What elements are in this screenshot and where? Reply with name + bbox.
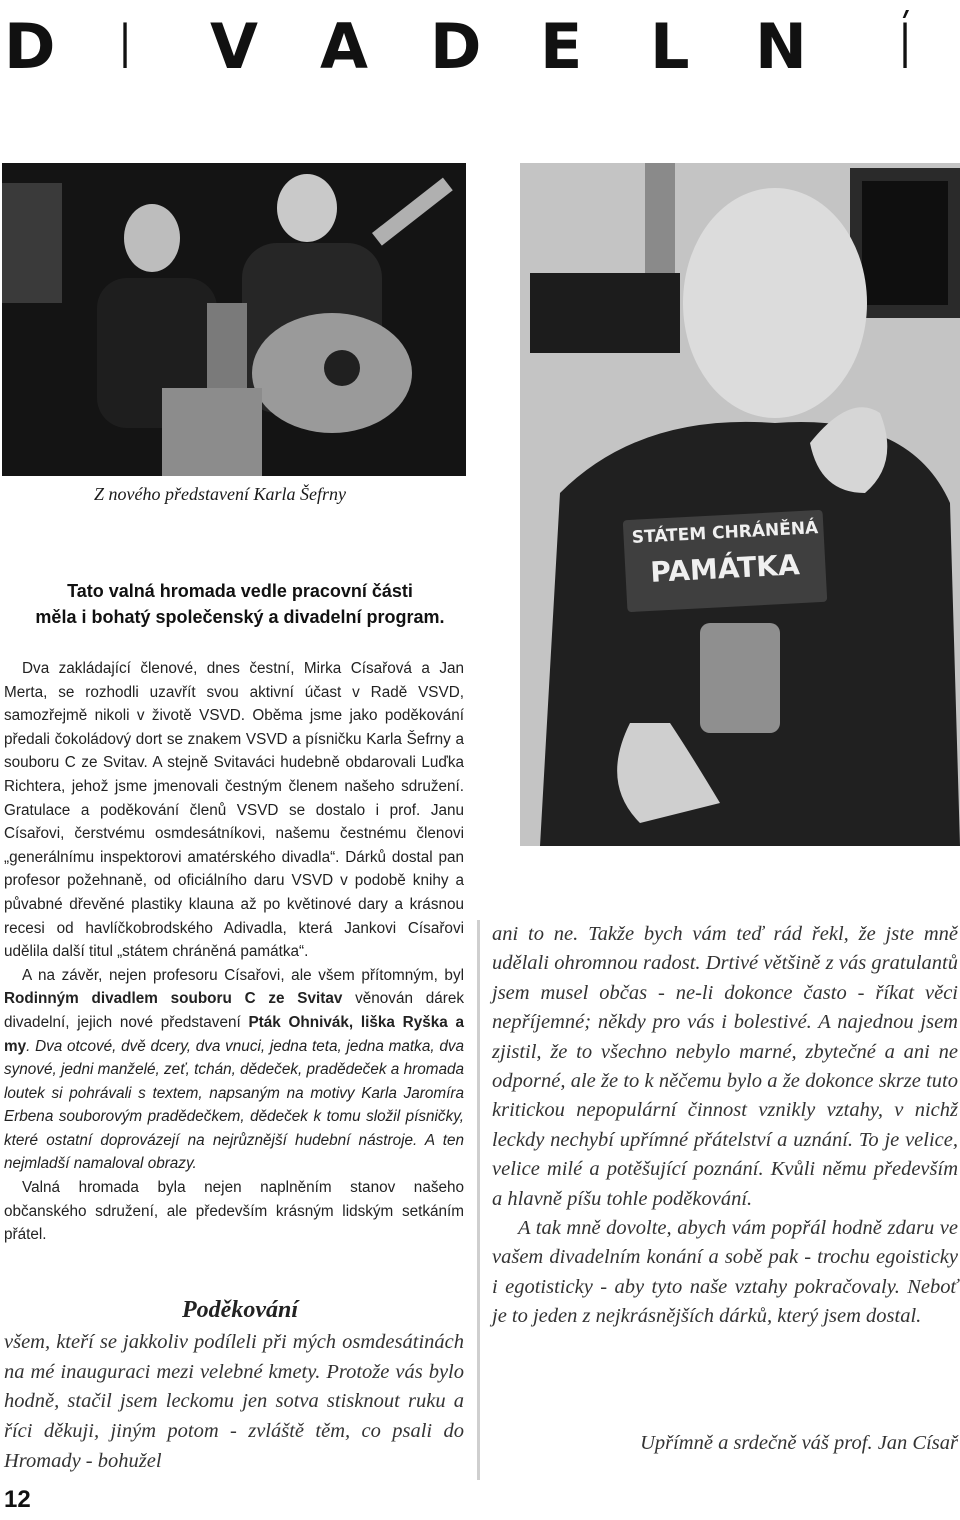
photo-portrait	[520, 163, 960, 846]
header-letter-i: I	[120, 10, 131, 83]
photo-performance	[2, 163, 466, 476]
p2-text-c: věnován dárek divadelní, jejich nové představení	[4, 990, 465, 1031]
lede-line-1: Tato valná hromada vedle pracovní části	[67, 581, 413, 601]
placard-line2: PAMÁTKA	[649, 548, 801, 589]
photo-caption: Z nového představení Karla Šefrny	[94, 484, 346, 504]
p2-text-e: . Dva otcové, dvě dcery, dva vnuci, jedna teta, jedna matka, dva synové, jedni manželé, zeť, tchán, dědeček, pradědeček a hromada loutek si pohrávali s textem, napsaným na motivy Karla Jaromíra Erbena souborovým pradědečkem, dědeček k tomu složil písničky, které ostatní doprovázejí na nejrůznější hudební nástroje. A ten nejmladší namaloval obrazy.	[4, 1037, 464, 1173]
signature: Upřímně a srdečně váš prof. Jan Císař	[640, 1432, 958, 1454]
lede-line-2: měla i bohatý společenský a divadelní program.	[35, 607, 445, 627]
page-number: 12	[4, 1486, 31, 1513]
header-letter-i-acute: Í	[900, 10, 911, 83]
header-letter-e: E	[540, 10, 583, 83]
header-letter-n: N	[755, 10, 807, 83]
thanks-continuation	[492, 920, 958, 1332]
photo-portrait-illustration	[520, 163, 960, 846]
thanks-title: Poděkování	[182, 1297, 298, 1323]
p2-show-title: Pták Ohnivák, liška Ryška a my	[4, 1013, 465, 1055]
right-paragraph-1: ani to ne. Takže bych vám teď rád řekl, že jste mně udělali ohromnou radost. Drtivé většině z vás gratulantů jsem musel občas - ne-li dokonce často - říkat věci nepříjemné; někdy pro vás i bolestivé. A najednou jsem zjistil, že to všechno nebylo marné, zbytečné a ani ne odporné, ale že to k něčemu bylo a že dokonce skrze tuto kritickou nepopulární činnost vznikly vztahy, v nichž leckdy nechybí upřímné přátelství a uznání. To je velice, velice milé a potěšující poznání. Kvůli němu především a hlavně píšu tohle poděkování.	[492, 923, 958, 1210]
header-letter-a: A	[320, 10, 368, 83]
header-letter-l: L	[650, 10, 690, 83]
article-paragraph-2	[4, 964, 464, 1176]
placard-line1: STÁTEM CHRÁNĚNÁ	[631, 518, 819, 548]
p2-ensemble-name: Rodinným divadlem souboru C ze Svitav	[4, 990, 343, 1008]
column-divider	[477, 920, 480, 1480]
header-letter-v: V	[210, 10, 258, 83]
header-letter-d2: D	[430, 10, 482, 83]
article-paragraph-3: Valná hromada byla nejen naplněním stanov našeho občanského sdružení, ale především krásným lidským setkáním přátel.	[4, 1179, 464, 1244]
article-body	[4, 657, 464, 1247]
photo-performance-illustration	[2, 163, 466, 476]
right-paragraph-2: A tak mně dovolte, abych vám popřál hodně zdaru ve vašem divadelním konání a sobě pak - trochu egoisticky i egotisticky - aby tyto naše vztahy pokračovaly. Neboť je to jeden z nejkrásnějších dárků, který jsem dostal.	[492, 1217, 958, 1328]
header-letter-d: D	[4, 10, 56, 83]
p2-text-a: A na závěr, nejen profesoru Císařovi, ale všem přítomným, byl	[22, 966, 464, 984]
section-header	[0, 0, 960, 85]
article-paragraph-1: Dva zakládající členové, dnes čestní, Mirka Císařová a Jan Merta, se rozhodli uzavřít svou aktivní účast v Radě VSVD, samozřejmě nikoli v životě VSVD. Oběma jsme jako poděkování předali čokoládový dort se znakem VSVD a písničku Karla Šefrny a souboru C ze Svitav. A stejně Svitaváci hudebně obdarovali Luďka Richtera, jehož jsme jmenovali čestným členem našeho sdružení. Gratulace a poděkování členů VSVD se dostalo i prof. Janu Císařovi, čerstvému osmdesátníkovi, našemu čestnému členovi „generálnímu inspektorovi amatérského divadla“. Dárků dostal pan profesor požehnaně, od oficiálního daru VSVD v podobě knihy a půvabné dřevěné plastiky klauna až po květinové dary a krásnou recesi od havlíčkobrodského Adivadla, která Jankovi Císařovi udělila další titul „státem chráněná památka“.	[4, 660, 464, 961]
article-lede	[0, 578, 480, 630]
thanks-body: všem, kteří se jakkoliv podíleli při mých osmdesátinách na mé inauguraci mezi velebné kmety. Protože vás bylo hodně, stačil jsem leckomu jen sotva stisknout ruku a říci děkuji, jiným potom - zvláště těm, co psali do Hromady - bohužel	[4, 1331, 464, 1472]
